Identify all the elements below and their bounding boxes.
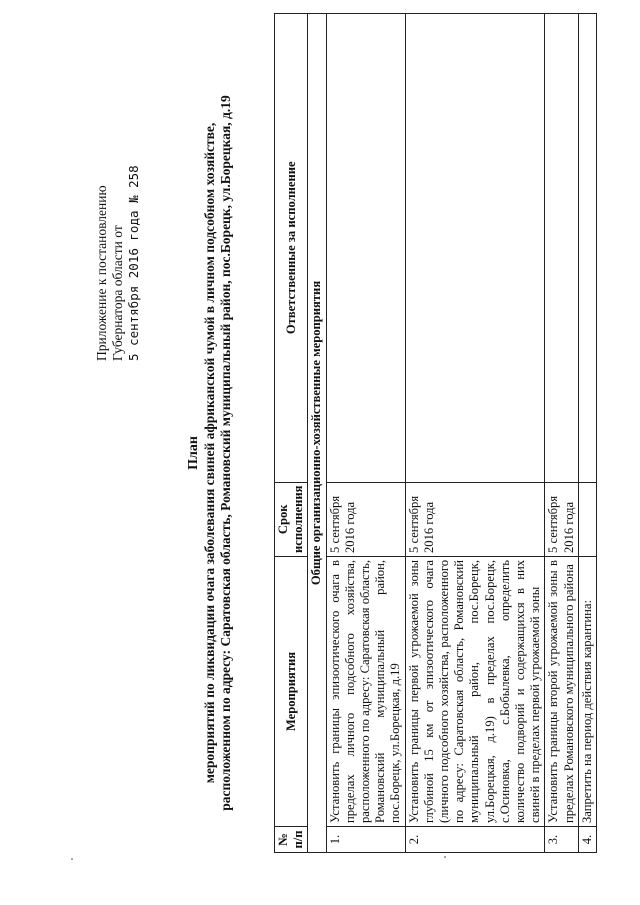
row-responsible bbox=[578, 14, 596, 483]
row-measure: Установить границы эпизоотического очага в пределах личного подсобного хозяйства, расположенного по адресу: Саратовская область, Романовский муниципальный район, пос.Борецк, ул.Борецкая, д.19 bbox=[326, 557, 405, 827]
header-num: № п/п bbox=[275, 827, 308, 853]
title-heading: План bbox=[186, 436, 201, 470]
row-term: 5 сентября 2016 года bbox=[326, 482, 405, 556]
row-term: 5 сентября 2016 года bbox=[405, 482, 545, 556]
document-title bbox=[186, 45, 234, 861]
row-responsible bbox=[405, 14, 545, 483]
section-row bbox=[308, 14, 326, 853]
row-measure: Запретить на период действия карантина: bbox=[578, 557, 596, 827]
row-responsible bbox=[326, 14, 405, 483]
header-measures: Мероприятия bbox=[275, 557, 308, 827]
table-row bbox=[545, 14, 578, 853]
row-term: 5 сентября 2016 года bbox=[545, 482, 578, 556]
section-title: Общие организационно-хозяйственные мероприятия bbox=[308, 14, 326, 853]
row-responsible bbox=[545, 14, 578, 483]
title-line: расположенном по адресу: Саратовская область, Романовский муниципальный район, пос.Борецк, ул.Борецкая, д.19 bbox=[218, 95, 233, 811]
row-measure: Установить границы второй угрожаемой зоны в пределах Романовского муниципального района bbox=[545, 557, 578, 827]
measures-table bbox=[274, 13, 597, 853]
document-page bbox=[4, 5, 636, 901]
row-number: 2. bbox=[405, 827, 545, 853]
row-number: 3. bbox=[545, 827, 578, 853]
table-row bbox=[326, 14, 405, 853]
approval-line: Губернатора области от bbox=[110, 225, 125, 361]
row-measure: Установить границы первой угрожаемой зоны глубиной 15 км от эпизоотического очага (личного подсобного хозяйства, расположенного по адресу: Саратовская область, Романовский муниципальный район, пос.Борецк, ул.Борецкая, д.19) в пределах пос.Борецк, с.Осиновка, с.Бобылевка, определить количество подворий и содержащихся в них свиней в пределах первой угрожаемой зоны bbox=[405, 557, 545, 827]
table-row bbox=[578, 14, 596, 853]
row-term bbox=[578, 482, 596, 556]
table-row bbox=[405, 14, 545, 853]
header-responsible: Ответственные за исполнение bbox=[275, 14, 308, 483]
table-header-row bbox=[275, 14, 308, 853]
row-number: 4. bbox=[578, 827, 596, 853]
approval-line: Приложение к постановлению bbox=[94, 185, 109, 361]
row-number: 1. bbox=[326, 827, 405, 853]
approval-note bbox=[94, 61, 142, 361]
title-line: мероприятий по ликвидации очага заболевания свиней африканской чумой в личном подсобном хозяйстве, bbox=[202, 122, 217, 784]
header-term: Срок исполнения bbox=[275, 482, 308, 556]
approval-date-number: 5 сентября 2016 года № 258 bbox=[126, 165, 141, 361]
